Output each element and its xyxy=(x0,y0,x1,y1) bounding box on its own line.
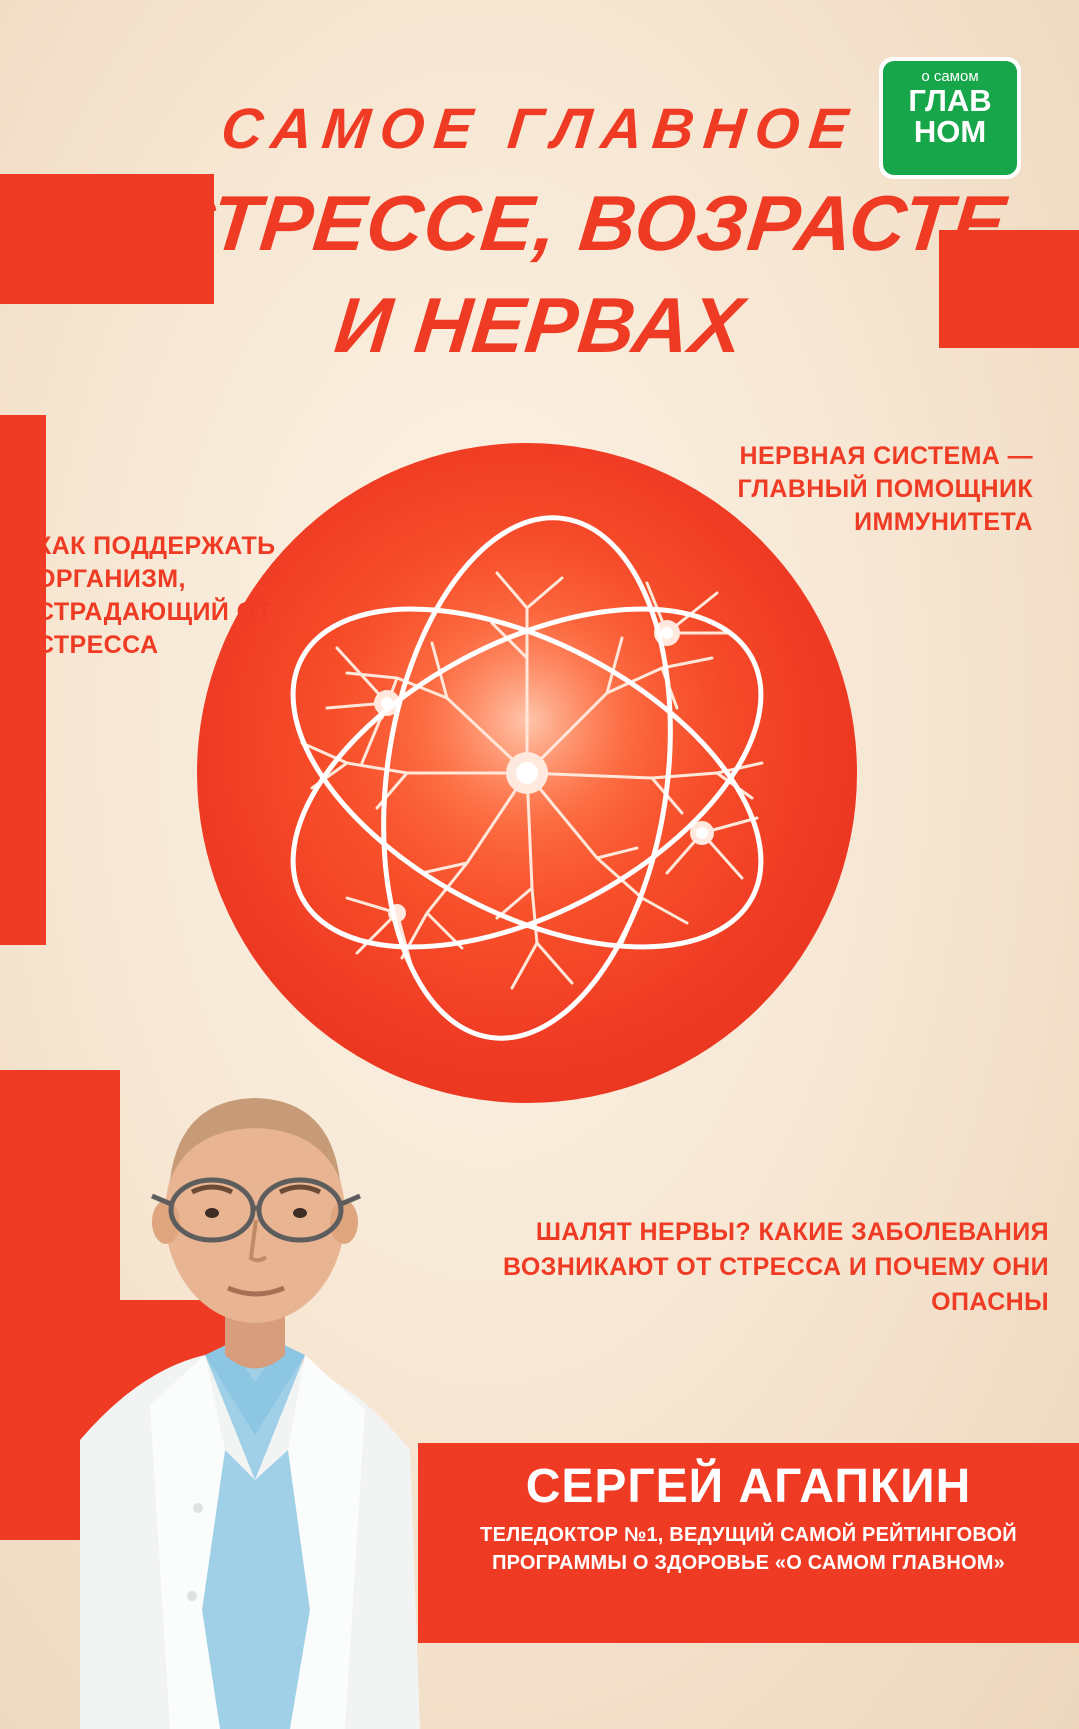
author-subtitle: ТЕЛЕДОКТОР №1, ВЕДУЩИЙ САМОЙ РЕЙТИНГОВОЙ ПРОГРАММЫ О ЗДОРОВЬЕ «О САМОМ ГЛАВНОМ» xyxy=(480,1524,1017,1574)
tagline-immunity: НЕРВНАЯ СИСТЕМА — ГЛАВНЫЙ ПОМОЩНИК ИММУНИТЕТА xyxy=(737,442,1033,536)
brand-logo-line-1: ГЛАВ xyxy=(908,83,992,118)
tagline-nerves-diseases: ШАЛЯТ НЕРВЫ? КАКИЕ ЗАБОЛЕВАНИЯ ВОЗНИКАЮТ ОТ СТРЕССА И ПОЧЕМУ ОНИ ОПАСНЫ xyxy=(502,1218,1049,1316)
brand-logo-line-2: НОМ xyxy=(913,114,987,149)
tagline-stress-support: КАК ПОДДЕРЖАТЬ ОРГАНИЗМ, СТРАДАЮЩИЙ ОТ СТРЕССА xyxy=(36,532,276,659)
title-line-1: САМОЕ ГЛАВНОЕ xyxy=(218,97,861,161)
brand-logo-top-text: о самом xyxy=(921,68,979,85)
author-name: СЕРГЕЙ АГАПКИН xyxy=(525,1460,972,1513)
author-banner xyxy=(418,1443,1079,1643)
title-line-2: О СТРЕССЕ, ВОЗРАСТЕ xyxy=(68,179,1011,267)
brand-logo-badge xyxy=(879,57,1021,179)
title-line-3: И НЕРВАХ xyxy=(330,281,749,369)
decorative-bar-left xyxy=(0,415,46,945)
brand-logo-inner xyxy=(883,61,1017,175)
